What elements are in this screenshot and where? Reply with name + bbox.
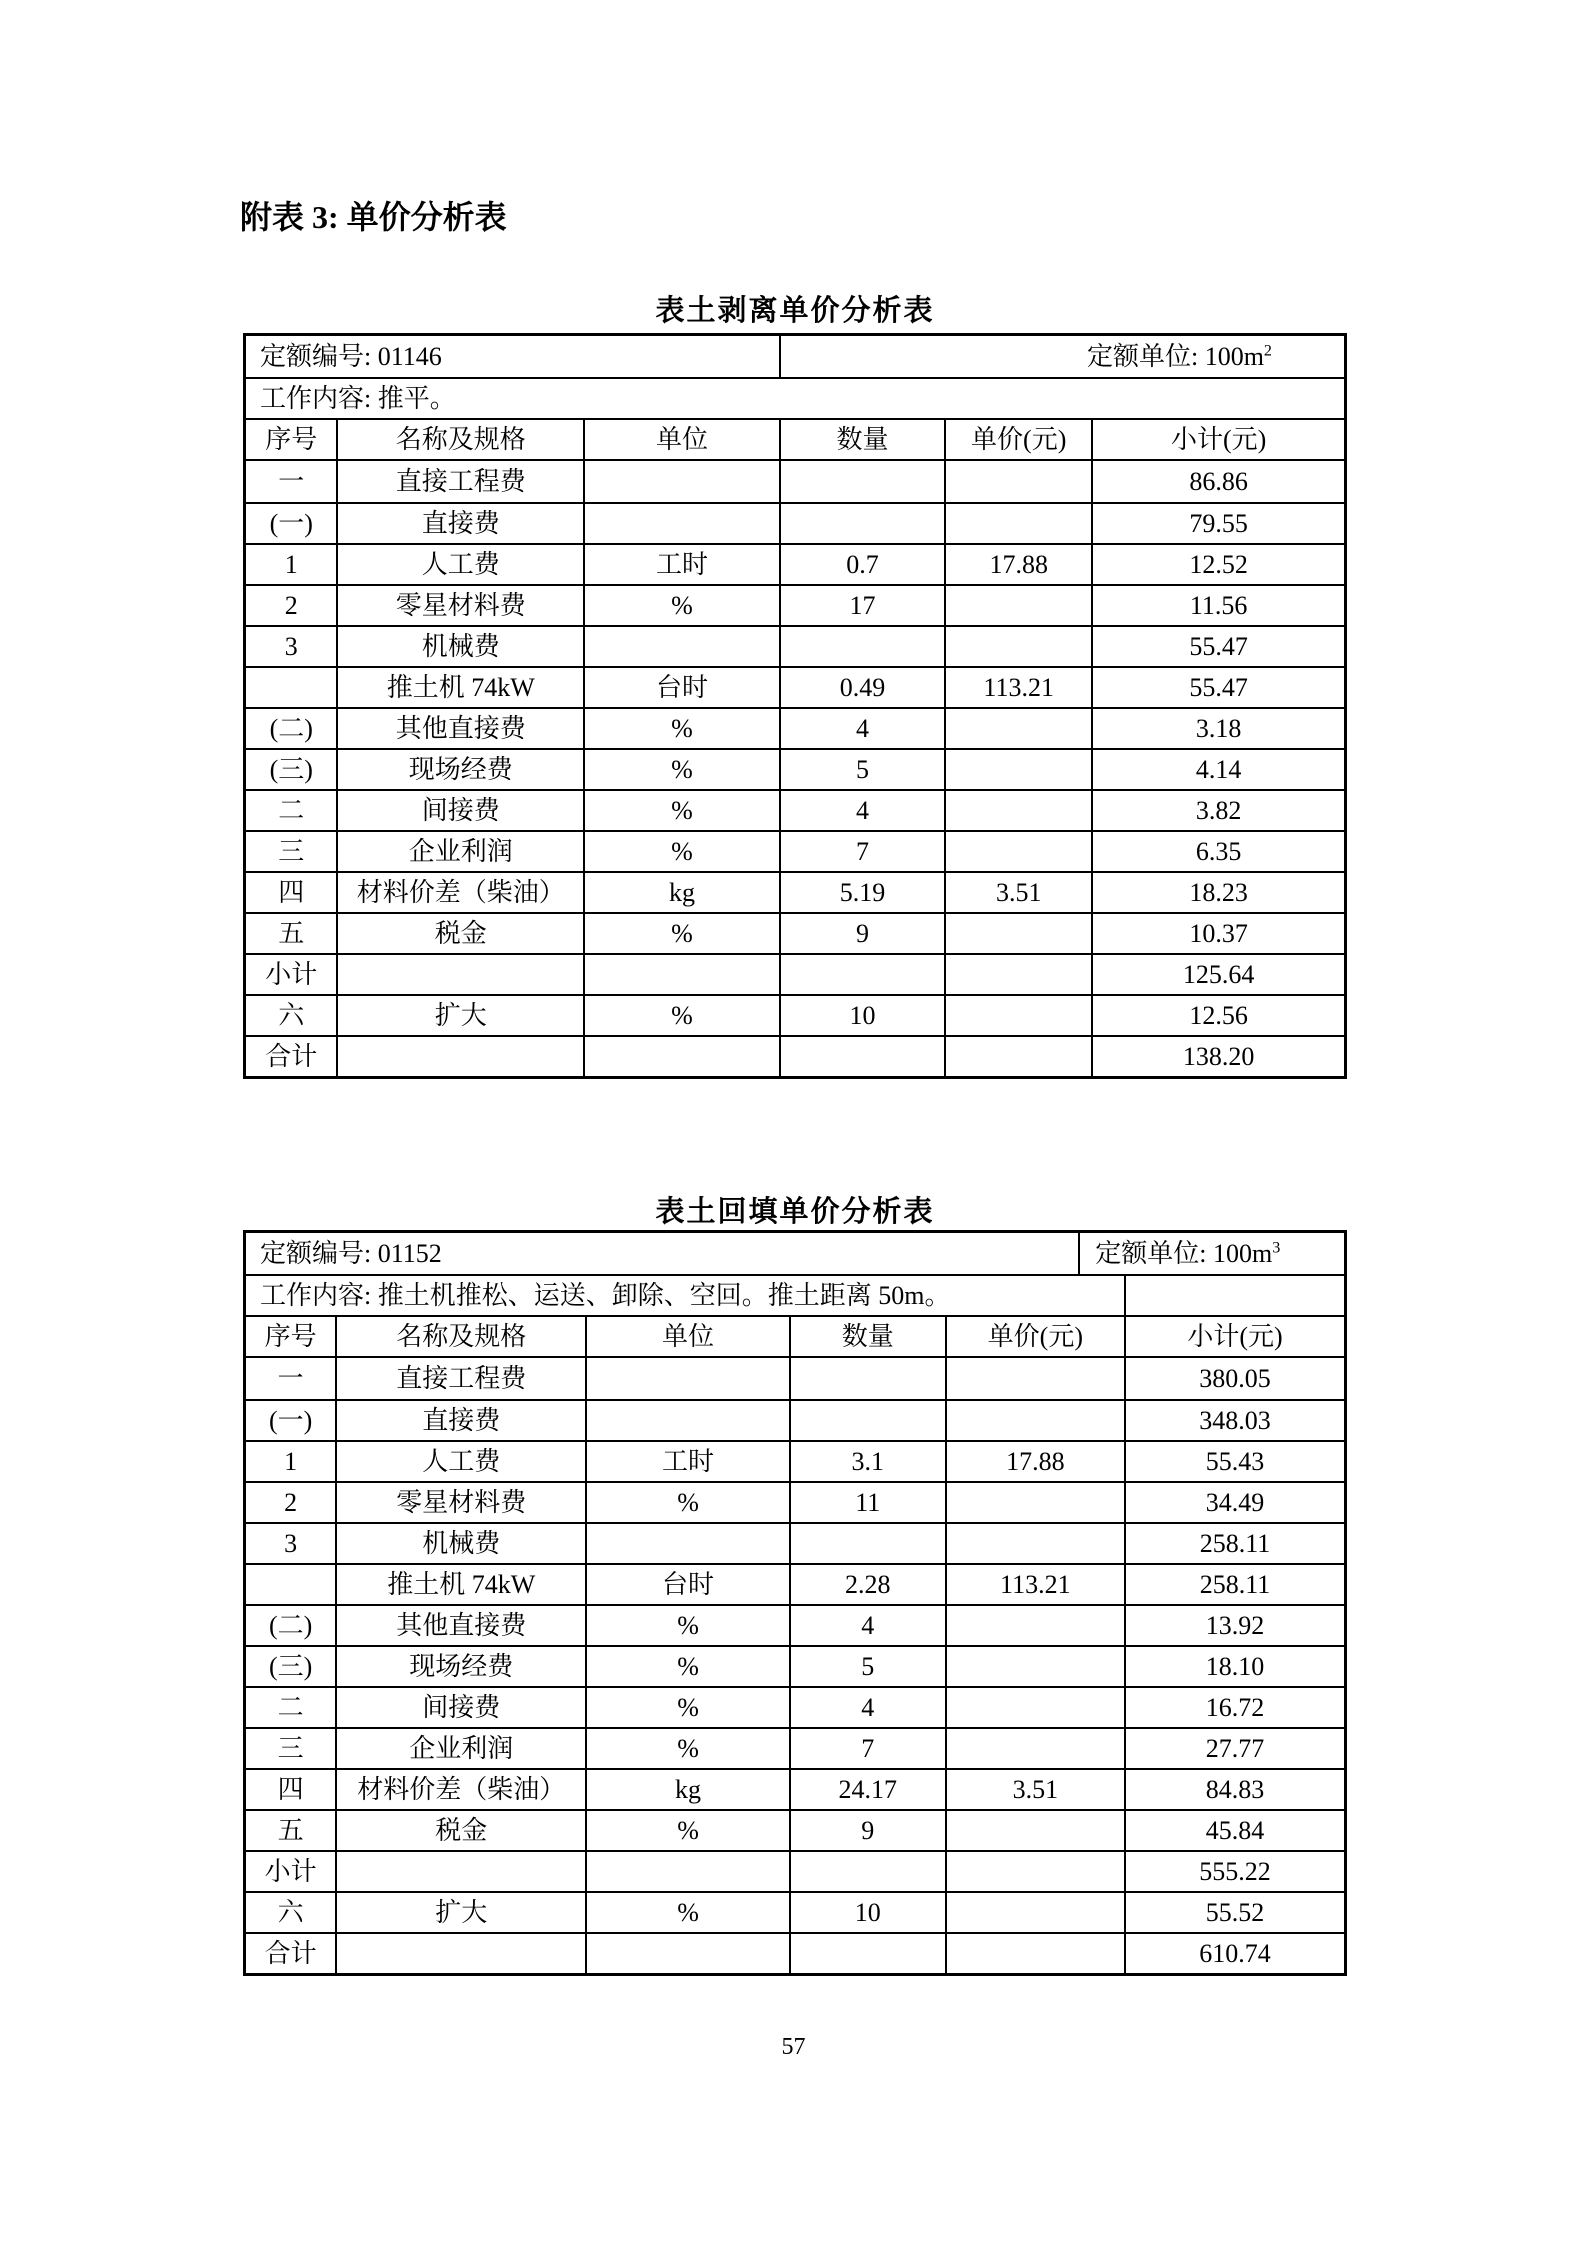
table-header-row	[246, 1315, 1344, 1356]
table-cell: 零星材料费	[335, 1483, 585, 1522]
table-cell	[779, 1037, 944, 1076]
table-cell: 27.77	[1124, 1729, 1344, 1768]
table-cell: 10	[779, 996, 944, 1035]
table-cell: 113.21	[944, 668, 1091, 707]
table-cell: 2	[284, 1487, 298, 1517]
table-cell: %	[585, 1483, 789, 1522]
table-row	[246, 1891, 1344, 1932]
work-content-cell	[246, 1276, 1124, 1315]
table-cell: 18.10	[1124, 1647, 1344, 1686]
table-cell: 间接费	[335, 1688, 585, 1727]
column-header: 数量	[789, 1317, 945, 1356]
table-cell: 6.35	[1091, 832, 1344, 871]
table-cell: 3	[284, 1528, 298, 1558]
unit-exponent: 2	[1263, 341, 1272, 359]
table-cell: 55.47	[1091, 627, 1344, 666]
table-cell: 四	[277, 1774, 304, 1804]
work-content-row	[246, 1274, 1344, 1315]
table-cell	[945, 1524, 1125, 1563]
table-cell: 企业利润	[336, 832, 583, 871]
table-body	[246, 1356, 1344, 1973]
table-cell: 机械费	[335, 1524, 585, 1563]
quota-unit-cell	[1078, 1233, 1344, 1274]
table-cell: 18.23	[1091, 873, 1344, 912]
table-row	[246, 1645, 1344, 1686]
table-cell: 推土机 74kW	[336, 668, 583, 707]
page-number: 57	[781, 2034, 806, 2060]
table-row	[246, 994, 1344, 1035]
table-cell: 86.86	[1091, 461, 1344, 502]
column-header: 单价(元)	[945, 1317, 1125, 1356]
table-cell: 3.18	[1091, 709, 1344, 748]
table-cell: 24.17	[789, 1770, 945, 1809]
table-cell	[945, 1358, 1125, 1399]
table-cell	[944, 832, 1091, 871]
table-cell: %	[583, 791, 779, 830]
table-row	[246, 748, 1344, 789]
table-cell: 直接费	[335, 1401, 585, 1440]
table-cell: 台时	[583, 668, 779, 707]
table-body	[246, 459, 1344, 1076]
table-row	[246, 1932, 1344, 1973]
table-cell: 17	[779, 586, 944, 625]
table2-title: 表土回填单价分析表	[655, 1196, 935, 1228]
table-cell: 79.55	[1091, 504, 1344, 543]
work-content: 工作内容: 推平。	[260, 383, 456, 413]
table-cell: 现场经费	[336, 750, 583, 789]
table-cell	[944, 750, 1091, 789]
table-cell: %	[585, 1729, 789, 1768]
table-cell: 34.49	[1124, 1483, 1344, 1522]
table-cell	[779, 627, 944, 666]
table-cell: 348.03	[1124, 1401, 1344, 1440]
table-cell: %	[583, 996, 779, 1035]
table-cell: 12.52	[1091, 545, 1344, 584]
table-header-row	[246, 418, 1344, 459]
table-cell: 3	[284, 631, 298, 661]
table-cell	[583, 504, 779, 543]
table-cell: 小计	[264, 1856, 317, 1886]
table-cell	[945, 1606, 1125, 1645]
table-cell: 机械费	[336, 627, 583, 666]
table-cell: 台时	[585, 1565, 789, 1604]
table-cell: 1	[284, 549, 298, 579]
table-cell: 258.11	[1124, 1524, 1344, 1563]
table-row	[246, 830, 1344, 871]
table-row	[246, 1768, 1344, 1809]
table-cell	[789, 1934, 945, 1973]
table-cell: 55.43	[1124, 1442, 1344, 1481]
table-cell: 材料价差（柴油）	[335, 1770, 585, 1809]
table-cell: 一	[278, 466, 305, 496]
table-row	[246, 1399, 1344, 1440]
table-cell	[945, 1729, 1125, 1768]
table-row	[246, 1358, 1344, 1399]
table-cell: 138.20	[1091, 1037, 1344, 1076]
table-cell: 610.74	[1124, 1934, 1344, 1973]
table-row	[246, 1727, 1344, 1768]
table-row	[246, 1563, 1344, 1604]
table-cell	[585, 1934, 789, 1973]
table-row	[246, 1035, 1344, 1076]
table-cell: 企业利润	[335, 1729, 585, 1768]
table-cell: %	[585, 1811, 789, 1850]
table-cell: 1	[284, 1446, 298, 1476]
table-cell: 4.14	[1091, 750, 1344, 789]
table-cell	[945, 1688, 1125, 1727]
table-cell: 五	[277, 1815, 304, 1845]
table-cell	[779, 955, 944, 994]
table-cell: 11.56	[1091, 586, 1344, 625]
table-cell: 三	[278, 836, 305, 866]
table-cell	[944, 504, 1091, 543]
table-cell: 直接工程费	[335, 1358, 585, 1399]
table-cell: 7	[779, 832, 944, 871]
table-cell: 零星材料费	[336, 586, 583, 625]
table-cell	[583, 461, 779, 502]
table-cell: 5	[789, 1647, 945, 1686]
table-cell: 工时	[585, 1442, 789, 1481]
table-row	[246, 584, 1344, 625]
table-cell	[335, 1852, 585, 1891]
table-cell: 税金	[336, 914, 583, 953]
table-row	[246, 953, 1344, 994]
table-row	[246, 1850, 1344, 1891]
table-cell: %	[583, 832, 779, 871]
table-cell: 380.05	[1124, 1358, 1344, 1399]
table-row	[246, 871, 1344, 912]
table-cell	[246, 668, 336, 707]
table-cell: 4	[779, 791, 944, 830]
table-cell	[789, 1358, 945, 1399]
table-cell: 113.21	[945, 1565, 1125, 1604]
table-cell: 7	[789, 1729, 945, 1768]
column-header: 数量	[779, 420, 944, 459]
table-cell: 4	[789, 1606, 945, 1645]
table-row	[246, 502, 1344, 543]
quota-number-cell	[246, 336, 779, 377]
column-header: 单价(元)	[944, 420, 1091, 459]
table-cell	[944, 955, 1091, 994]
table-cell: 五	[278, 918, 305, 948]
table-cell: kg	[583, 873, 779, 912]
table-cell: 人工费	[335, 1442, 585, 1481]
column-header: 单位	[585, 1317, 789, 1356]
table-cell: %	[585, 1688, 789, 1727]
table-cell: 4	[789, 1688, 945, 1727]
table-cell: 10	[789, 1893, 945, 1932]
table-cell: %	[583, 750, 779, 789]
table-cell: (一)	[269, 508, 313, 538]
quota-info-row	[246, 1233, 1344, 1274]
table-cell: 二	[277, 1692, 304, 1722]
quota-unit: 定额单位: $100m^2$	[1086, 341, 1272, 371]
table-cell	[583, 627, 779, 666]
table-cell: 二	[278, 795, 305, 825]
table-cell: %	[583, 914, 779, 953]
table1-title: 表土剥离单价分析表	[655, 295, 935, 327]
table-cell: 材料价差（柴油）	[336, 873, 583, 912]
table-cell: 合计	[265, 1041, 318, 1071]
table-cell: 55.52	[1124, 1893, 1344, 1932]
table-cell: 直接费	[336, 504, 583, 543]
table-cell: 13.92	[1124, 1606, 1344, 1645]
column-header: 小计(元)	[1124, 1317, 1344, 1356]
table-cell	[583, 955, 779, 994]
table-cell: 45.84	[1124, 1811, 1344, 1850]
table-cell: 11	[789, 1483, 945, 1522]
table-cell: %	[585, 1606, 789, 1645]
topsoil-stripping-table	[243, 333, 1347, 1079]
table-row	[246, 1522, 1344, 1563]
table-cell	[945, 1852, 1125, 1891]
table-cell: 人工费	[336, 545, 583, 584]
table-cell: 六	[277, 1897, 304, 1927]
table-cell: 合计	[264, 1938, 317, 1968]
table-cell	[246, 1565, 335, 1604]
column-header: 名称及规格	[336, 420, 583, 459]
table-cell: 16.72	[1124, 1688, 1344, 1727]
table-cell: 10.37	[1091, 914, 1344, 953]
empty-cell	[1124, 1276, 1344, 1315]
quota-number: 定额编号: 01146	[260, 341, 442, 371]
table-cell	[335, 1934, 585, 1973]
table-cell: 四	[278, 877, 305, 907]
table-cell	[583, 1037, 779, 1076]
table-row	[246, 1481, 1344, 1522]
table-cell: 555.22	[1124, 1852, 1344, 1891]
table-row	[246, 1604, 1344, 1645]
table-cell: 六	[278, 1000, 305, 1030]
table-cell	[585, 1852, 789, 1891]
table-cell: 其他直接费	[335, 1606, 585, 1645]
table-cell: 扩大	[336, 996, 583, 1035]
table-cell: 间接费	[336, 791, 583, 830]
table-cell: 258.11	[1124, 1565, 1344, 1604]
table-cell	[585, 1524, 789, 1563]
table-cell: 直接工程费	[336, 461, 583, 502]
table-cell: 推土机 74kW	[335, 1565, 585, 1604]
table-cell: %	[585, 1893, 789, 1932]
table-cell: 3.82	[1091, 791, 1344, 830]
table-cell: %	[583, 709, 779, 748]
table-cell: %	[585, 1647, 789, 1686]
table-row	[246, 789, 1344, 830]
table-cell: 9	[789, 1811, 945, 1850]
table-cell	[789, 1852, 945, 1891]
table-cell	[945, 1647, 1125, 1686]
table-cell: 现场经费	[335, 1647, 585, 1686]
table-cell	[945, 1934, 1125, 1973]
table-cell	[944, 914, 1091, 953]
table-cell: 55.47	[1091, 668, 1344, 707]
table-cell	[336, 1037, 583, 1076]
work-content: 工作内容: 推土机推松、运送、卸除、空回。推土距离 50m。	[260, 1280, 951, 1310]
page-title: 附表 3: 单价分析表	[240, 199, 507, 235]
table-cell: 5	[779, 750, 944, 789]
table-cell	[944, 791, 1091, 830]
table-cell	[336, 955, 583, 994]
quota-unit-cell	[779, 336, 1344, 377]
table-cell: 2	[284, 590, 298, 620]
table-cell	[789, 1524, 945, 1563]
table-cell: 4	[779, 709, 944, 748]
table-cell: 3.51	[944, 873, 1091, 912]
table-cell: 3.1	[789, 1442, 945, 1481]
work-content-cell	[246, 379, 1344, 418]
table-cell: (三)	[268, 1651, 313, 1681]
table-row	[246, 461, 1344, 502]
table-row	[246, 707, 1344, 748]
table-cell: 12.56	[1091, 996, 1344, 1035]
quota-number-cell	[246, 1233, 1078, 1274]
table-cell: 125.64	[1091, 955, 1344, 994]
table-cell: 0.7	[779, 545, 944, 584]
table-cell: 84.83	[1124, 1770, 1344, 1809]
table-cell: (一)	[268, 1405, 313, 1435]
table-cell: 9	[779, 914, 944, 953]
table-cell: 5.19	[779, 873, 944, 912]
quota-number: 定额编号: 01152	[260, 1238, 442, 1268]
table-cell: 2.28	[789, 1565, 945, 1604]
table-row	[246, 543, 1344, 584]
table-cell	[585, 1401, 789, 1440]
table-cell	[944, 627, 1091, 666]
quota-unit: 定额单位: $100m^3$	[1095, 1238, 1281, 1268]
table-cell: 三	[277, 1733, 304, 1763]
table-cell: 税金	[335, 1811, 585, 1850]
quota-info-row	[246, 336, 1344, 377]
table-row	[246, 1809, 1344, 1850]
table-cell	[944, 586, 1091, 625]
table-cell	[944, 461, 1091, 502]
table-cell	[945, 1401, 1125, 1440]
table-cell: (二)	[269, 713, 313, 743]
table-cell	[789, 1401, 945, 1440]
table-cell	[945, 1811, 1125, 1850]
work-content-row	[246, 377, 1344, 418]
table-cell: 其他直接费	[336, 709, 583, 748]
unit-exponent: 3	[1272, 1238, 1281, 1256]
column-header: 名称及规格	[335, 1317, 585, 1356]
table-cell	[945, 1893, 1125, 1932]
table-cell: 0.49	[779, 668, 944, 707]
table-cell: 17.88	[945, 1442, 1125, 1481]
table-cell: 一	[277, 1363, 304, 1393]
column-header: 序号	[265, 424, 318, 454]
table-cell: (三)	[269, 754, 313, 784]
column-header: 序号	[264, 1321, 317, 1351]
table-row	[246, 666, 1344, 707]
table-cell: (二)	[268, 1610, 313, 1640]
table-cell	[779, 504, 944, 543]
column-header: 单位	[583, 420, 779, 459]
table-row	[246, 625, 1344, 666]
table-cell	[585, 1358, 789, 1399]
table-cell	[945, 1483, 1125, 1522]
table-row	[246, 1686, 1344, 1727]
column-header: 小计(元)	[1091, 420, 1344, 459]
table-row	[246, 912, 1344, 953]
table-cell	[779, 461, 944, 502]
table-cell: kg	[585, 1770, 789, 1809]
table-cell: %	[583, 586, 779, 625]
table-cell	[944, 1037, 1091, 1076]
table-cell	[944, 709, 1091, 748]
table-row	[246, 1440, 1344, 1481]
table-cell: 3.51	[945, 1770, 1125, 1809]
table-cell: 17.88	[944, 545, 1091, 584]
table-cell: 小计	[265, 959, 318, 989]
topsoil-backfill-table	[243, 1230, 1347, 1976]
table-cell: 工时	[583, 545, 779, 584]
table-cell	[944, 996, 1091, 1035]
table-cell: 扩大	[335, 1893, 585, 1932]
